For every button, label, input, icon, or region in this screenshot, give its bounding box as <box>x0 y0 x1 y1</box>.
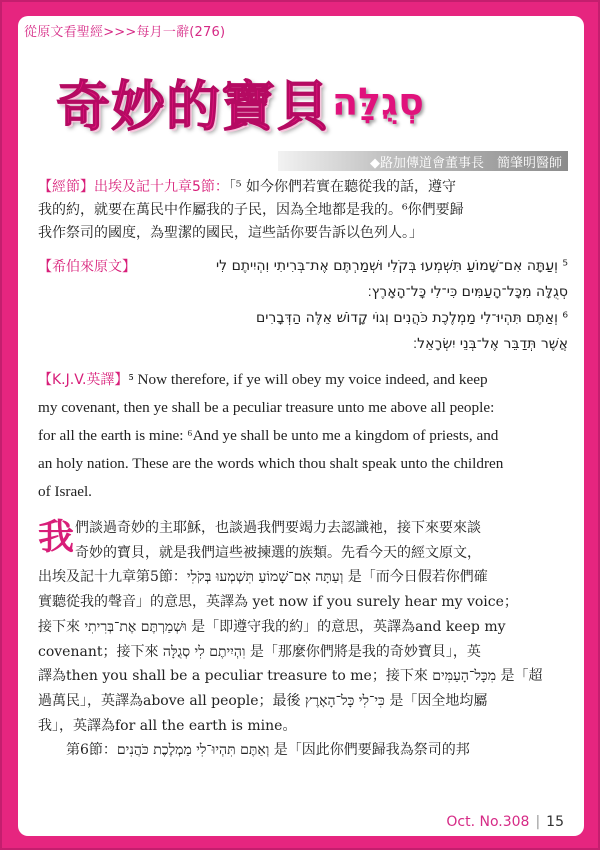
author-bar <box>278 151 568 171</box>
kjv-text: ⁵ Now therefore, if ye will obey my voice indeed, and keep <box>128 371 488 388</box>
hebrew-line: סְגֻלָּה מִכָּל־הָעַמִּים כִּי־לִי כָּל־הָאָרֶץ׃ <box>367 284 568 300</box>
kjv-label: 【K.J.V.英譯】 <box>38 372 129 388</box>
body-line: 我」，英譯為for all the earth is mine。 <box>38 717 297 734</box>
kjv-line: my covenant, then ye shall be a peculiar treasure unto me above all people: <box>38 399 495 416</box>
hebrew-line: אֲשֶׁר תְּדַבֵּר אֶל־בְּנֵי יִשְׂרָאֵל׃ <box>413 336 568 352</box>
body-line: 接下來 וּשְׁמַרְתֶּם אֶת־בְּרִיתִי 是「即遵守我的約」的意思，英譯為and keep my <box>38 618 506 635</box>
body-line: 們談過奇妙的主耶穌，也談過我們要竭力去認識祂，接下來要來談 <box>75 520 481 536</box>
body-line: 第6節：וְאַתֶּם תִּהְיוּ־לִי מַמְלֶכֶת כֹּהֲנִים 是「因此你們要歸我為祭司的邦 <box>66 742 470 759</box>
kjv-line: of Israel. <box>38 483 92 500</box>
verse-line: 我的約，就要在萬民中作屬我的子民，因為全地都是我的。⁶你們要歸 <box>38 202 464 218</box>
body-line: 出埃及記十九章第5節：וְעַתָּה אִם־שָׁמוֹעַ תִּשְׁמְעוּ בְּקֹלִי 是「而今日假若你們確 <box>38 569 488 586</box>
hebrew-line: ⁶ וְאַתֶּם תִּהְיוּ־לִי מַמְלֶכֶת כֹּהֲנִים וְגוֹי קָדוֹשׁ אֵלֶּה הַדְּבָרִים <box>256 310 568 326</box>
verse-line: 我作祭司的國度，為聖潔的國民，這些話你要告訴以色列人。」 <box>38 225 423 241</box>
hebrew-section <box>38 253 568 357</box>
hebrew-label: 【希伯來原文】 <box>38 259 136 275</box>
verse-line <box>38 176 568 199</box>
kjv-line: an holy nation. These are the words which thou shalt speak unto the children <box>38 455 504 472</box>
author-byline: ◆路加傳道會董事長 簡肇明醫師 <box>370 156 562 171</box>
title-block <box>56 74 424 144</box>
hebrew-line: ⁵ וְעַתָּה אִם־שָׁמוֹעַ תִּשְׁמְעוּ בְּקֹלִי וּשְׁמַרְתֶּם אֶת־בְּרִיתִי וִהְיִיתֶם לִי <box>216 258 568 274</box>
title-hebrew: סְגֻלָּה <box>332 80 424 124</box>
page-title: 奇妙的寶貝 <box>56 75 331 138</box>
body-line: covenant；接下來 וִהְיִיתֶם לִי סְגֻלָּה 是「那麼你們將是我的奇妙寶貝」，英 <box>38 643 481 660</box>
verse-label: 【經節】 <box>38 179 94 195</box>
footer-divider: | <box>535 814 541 830</box>
page-content <box>18 16 584 836</box>
drop-cap: 我 <box>38 517 75 558</box>
kjv-line <box>38 366 568 394</box>
series-header: 從原文看聖經>>>每月一辭(276) <box>24 25 226 40</box>
body-line: 奇妙的寶貝，就是我們這些被揀選的族類。先看今天的經文原文， <box>75 544 481 561</box>
issue-label: Oct. No.308 <box>446 814 530 830</box>
page-footer <box>446 814 564 830</box>
body-line: 過萬民」，英譯為above all people；最後 כִּי־לִי כָּל־הָאָרֶץ 是「因全地均屬 <box>38 692 488 709</box>
kjv-line: for all the earth is mine: ⁶And ye shall be unto me a kingdom of priests, and <box>38 427 499 444</box>
verse-ref: 出埃及記十九章5節： <box>94 179 229 195</box>
verse-section <box>38 176 568 245</box>
kjv-section <box>38 366 568 506</box>
verse-text: 「⁵ 如今你們若實在聽從我的話，遵守 <box>228 179 456 195</box>
body-text <box>38 516 570 763</box>
body-line: 譯為then you shall be a peculiar treasure to me；接下來 מִכָּל־הָעַמִּים 是「超 <box>38 668 543 685</box>
page-number: 15 <box>546 814 564 830</box>
body-line: 實聽從我的聲音」的意思，英譯為 yet now if you surely hear my voice； <box>38 594 518 611</box>
